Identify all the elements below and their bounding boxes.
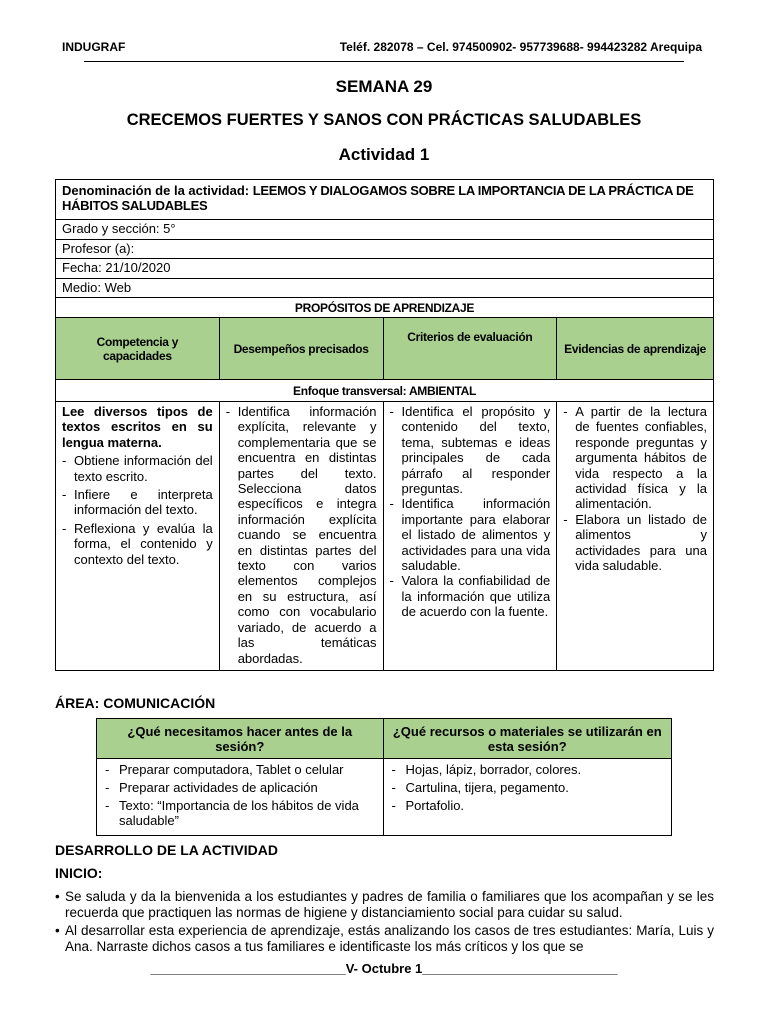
enfoque-row: Enfoque transversal: AMBIENTAL	[56, 380, 714, 402]
antes-item: - Texto: “Importancia de los hábitos de vida saludable”	[105, 798, 375, 828]
competencia-item: - Infiere e interpreta información del texto.	[62, 487, 213, 518]
denominacion-label: Denominación de la actividad:	[62, 183, 253, 198]
denominacion-row	[56, 180, 714, 220]
header-competencia: Competencia y capacidades	[56, 318, 220, 380]
desempeno-item: - Identifica información explícita, relevante y complementaria que se encuentra en distintas partes del texto. Selecciona datos específicos e integra información explícita cuando se encuentra en distintas partes del texto con varios elementos complejos en su estructura, así como con vocabulario variado, de acuerdo a las temáticas abordadas.	[226, 404, 377, 666]
header-criterios: Criterios de evaluación	[383, 318, 557, 380]
fecha-row: Fecha: 21/10/2020	[56, 259, 714, 279]
materiales-cell	[383, 759, 671, 836]
desarrollo-heading: DESARROLLO DE LA ACTIVIDAD	[55, 842, 278, 858]
desempenos-cell	[219, 402, 383, 671]
contact-info: Teléf. 282078 – Cel. 974500902- 957739688- 994423282 Arequipa	[339, 40, 702, 54]
propositos-title: PROPÓSITOS DE APRENDIZAJE	[56, 298, 714, 318]
antes-item: - Preparar actividades de aplicación	[105, 780, 375, 795]
header-divider	[84, 61, 684, 62]
page-footer: ___________________________V- Octubre 1___________________________	[150, 961, 618, 976]
competencia-item: - Reflexiona y evalúa la forma, el contenido y contexto del texto.	[62, 521, 213, 567]
material-item: - Portafolio.	[392, 798, 663, 813]
competencia-cell	[56, 402, 220, 671]
week-title: SEMANA 29	[335, 77, 433, 96]
criterio-item: - Identifica información importante para elaborar el listado de alimentos y actividades para una vida saludable.	[390, 496, 551, 573]
grado-row: Grado y sección: 5°	[56, 220, 714, 240]
activity-title: Actividad 1	[338, 145, 430, 164]
evidencia-item: - Elabora un listado de alimentos y actividades para una vida saludable.	[563, 512, 707, 574]
area-heading: ÁREA: COMUNICACIÓN	[55, 695, 216, 711]
criterios-cell	[383, 402, 557, 671]
inicio-bullet: • Al desarrollar esta experiencia de aprendizaje, estás analizando los casos de tres estudiantes: María, Luis y Ana. Narraste dichos casos a tus familiares e identificaste los más críticos y los que se	[55, 923, 714, 955]
antes-cell	[97, 759, 384, 836]
criterio-item: - Valora la confiabilidad de la información que utiliza de acuerdo con la fuente.	[390, 573, 551, 619]
activity-table	[55, 179, 714, 671]
competencia-item: - Obtiene información del texto escrito.	[62, 453, 213, 484]
theme-title: CRECEMOS FUERTES Y SANOS CON PRÁCTICAS SALUDABLES	[126, 111, 642, 129]
denominacion-value: LEEMOS Y DIALOGAMOS SOBRE LA IMPORTANCIA DE LA PRÁCTICA DE HÁBITOS SALUDABLES	[62, 183, 694, 213]
company-name: INDUGRAF	[62, 40, 126, 54]
material-item: - Hojas, lápiz, borrador, colores.	[392, 762, 663, 777]
inicio-bullet: • Se saluda y da la bienvenida a los estudiantes y padres de familia o familiares que los acompañan y se les recuerda que practiquen las normas de higiene y distanciamiento social para cuidar su salud.	[55, 889, 714, 921]
header-evidencias: Evidencias de aprendizaje	[557, 318, 714, 380]
profesor-row: Profesor (a):	[56, 240, 714, 259]
evidencias-cell	[557, 402, 714, 671]
material-item: - Cartulina, tijera, pegamento.	[392, 780, 663, 795]
competencia-title: Lee diversos tipos de textos escritos en su lengua materna.	[62, 404, 213, 450]
inicio-heading: INICIO:	[55, 865, 103, 881]
medio-row: Medio: Web	[56, 279, 714, 298]
inicio-list	[55, 889, 714, 957]
criterio-item: - Identifica el propósito y contenido del texto, tema, subtemas e ideas principales de cada párrafo al responder preguntas.	[390, 404, 551, 496]
recursos-header-antes: ¿Qué necesitamos hacer antes de la sesión?	[97, 719, 384, 759]
evidencia-item: - A partir de la lectura de fuentes confiables, responde preguntas y argumenta hábitos de vida respecto a la actividad física y la alimentación.	[563, 404, 707, 512]
recursos-table	[96, 718, 672, 836]
page-header	[62, 40, 702, 58]
antes-item: - Preparar computadora, Tablet o celular	[105, 762, 375, 777]
header-desempenos: Desempeños precisados	[219, 318, 383, 380]
recursos-header-materiales: ¿Qué recursos o materiales se utilizarán en esta sesión?	[383, 719, 671, 759]
